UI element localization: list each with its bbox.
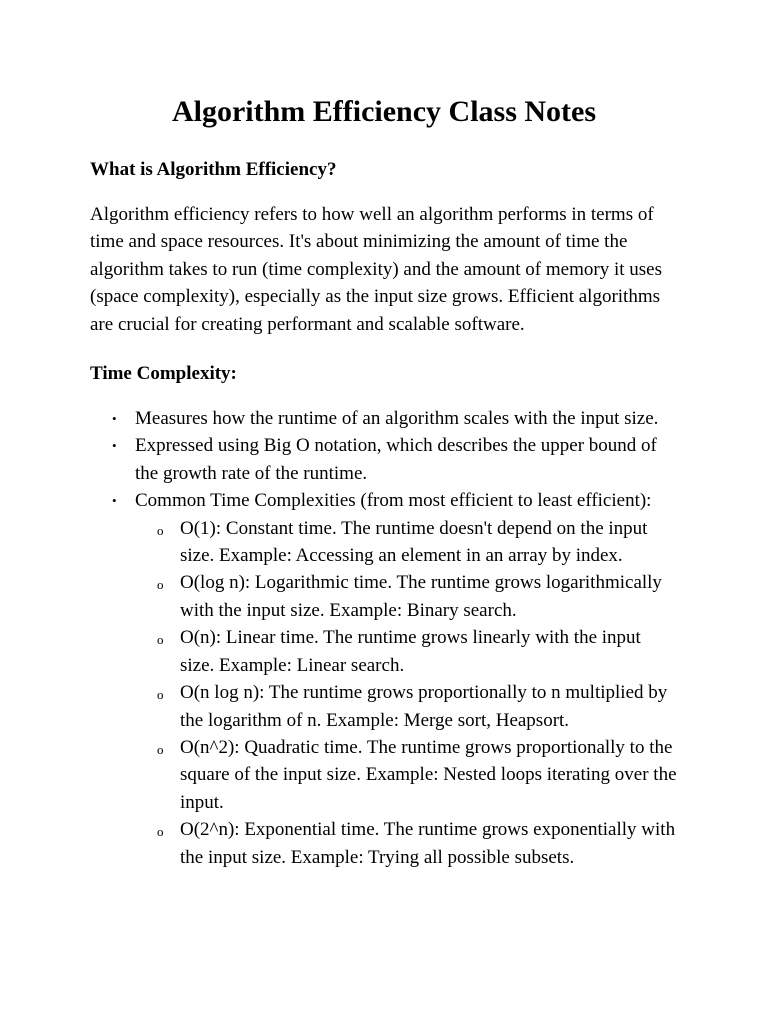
sublist-item-text: O(2^n): Exponential time. The runtime grows exponentially with the input size. Example: Trying all possible subsets. [180,819,676,868]
circle-bullet-icon: o [157,522,164,538]
sublist-item-text: O(n^2): Quadratic time. The runtime grows proportionally to the square of the input size. Example: Nested loops iterating over the input. [180,736,677,813]
circle-bullet-icon: o [157,632,164,648]
list-item-text: Measures how the runtime of an algorithm scales with the input size. [135,408,659,430]
bullet-icon: • [112,411,117,427]
sublist-item-text: O(log n): Logarithmic time. The runtime grows logarithmically with the input size. Example: Binary search. [180,572,662,621]
list-item [90,432,678,487]
circle-bullet-icon: o [157,824,164,840]
bullet-icon: • [112,493,117,509]
sublist-item [135,569,678,624]
sublist-item [135,734,678,816]
page-title: Algorithm Efficiency Class Notes [171,95,597,128]
intro-paragraph: Algorithm efficiency refers to how well an algorithm performs in terms of time and space resources. It's about minimizing the amount of time the algorithm takes to run (time complexity) and the amount of memory it uses (space complexity), especially as the input size grows. Efficient algorithms are crucial for creating performant and scalable software. [90,204,662,335]
section-heading-what-is: What is Algorithm Efficiency? [90,159,337,180]
list-item-text: Common Time Complexities (from most efficient to least efficient): [135,490,652,512]
list-item-text: Expressed using Big O notation, which describes the upper bound of the growth rate of the runtime. [135,435,657,484]
complexity-sublist [135,515,678,871]
list-item [90,487,678,871]
circle-bullet-icon: o [157,741,164,757]
circle-bullet-icon: o [157,687,164,703]
list-item [90,405,678,432]
sublist-item-text: O(n): Linear time. The runtime grows linearly with the input size. Example: Linear search. [180,627,641,676]
section-heading-time-complexity: Time Complexity: [90,363,237,385]
sublist-item-text: O(1): Constant time. The runtime doesn't depend on the input size. Example: Accessing an element in an array by index. [180,517,648,567]
time-complexity-list [90,405,678,871]
sublist-item [135,624,678,679]
sublist-item [135,679,678,734]
sublist-item [135,515,678,570]
sublist-item-text: O(n log n): The runtime grows proportionally to n multiplied by the logarithm of n. Example: Merge sort, Heapsort. [180,682,668,731]
bullet-icon: • [112,438,117,454]
circle-bullet-icon: o [157,577,164,593]
sublist-item [135,816,678,871]
